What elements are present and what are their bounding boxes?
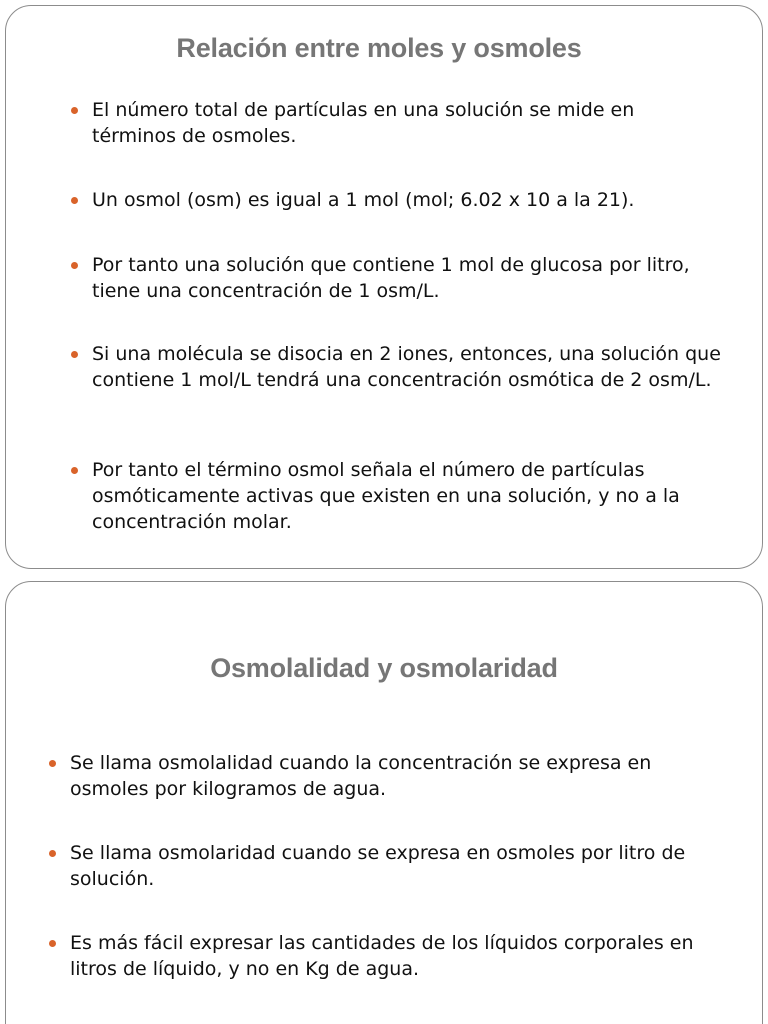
bullet-dot-icon — [49, 760, 56, 767]
slide-title: Osmolalidad y osmolaridad — [210, 653, 558, 683]
bullet-text: Un osmol (osm) es igual a 1 mol (mol; 6.02 x 10 a la 21). — [92, 189, 635, 211]
bullet-text: Se llama osmolalidad cuando la concentración se expresa en osmoles por kilogramos de agua. — [70, 752, 652, 800]
bullet-item — [92, 341, 722, 393]
bullet-item — [70, 930, 730, 982]
bullet-dot-icon — [49, 940, 56, 947]
bullet-dot-icon — [71, 262, 78, 269]
bullet-text: Se llama osmolaridad cuando se expresa en osmoles por litro de solución. — [70, 842, 686, 890]
bullet-dot-icon — [49, 850, 56, 857]
bullet-item — [92, 457, 722, 535]
bullet-text: Si una molécula se disocia en 2 iones, entonces, una solución que contiene 1 mol/L tendrá una concentración osmótica de 2 osm/L. — [92, 343, 721, 391]
bullet-item — [92, 252, 722, 304]
bullet-text: Por tanto el término osmol señala el número de partículas osmóticamente activas que existen en una solución, y no a la concentración molar. — [92, 459, 680, 533]
bullet-dot-icon — [71, 197, 78, 204]
slide-relacion-moles-osmoles — [5, 5, 763, 569]
bullet-item — [70, 840, 730, 892]
bullet-dot-icon — [71, 107, 78, 114]
slide-osmolalidad-osmolaridad — [5, 581, 763, 1024]
bullet-dot-icon — [71, 467, 78, 474]
bullet-item — [92, 187, 722, 213]
bullet-item — [70, 750, 730, 802]
bullet-text: Por tanto una solución que contiene 1 mol de glucosa por litro, tiene una concentración de 1 osm/L. — [92, 254, 690, 302]
bullet-text: El número total de partículas en una solución se mide en términos de osmoles. — [92, 99, 635, 147]
bullet-item — [92, 97, 722, 149]
bullet-text: Es más fácil expresar las cantidades de los líquidos corporales en litros de líquido, y no en Kg de agua. — [70, 932, 694, 980]
slide-title: Relación entre moles y osmoles — [176, 33, 582, 63]
bullet-dot-icon — [71, 351, 78, 358]
